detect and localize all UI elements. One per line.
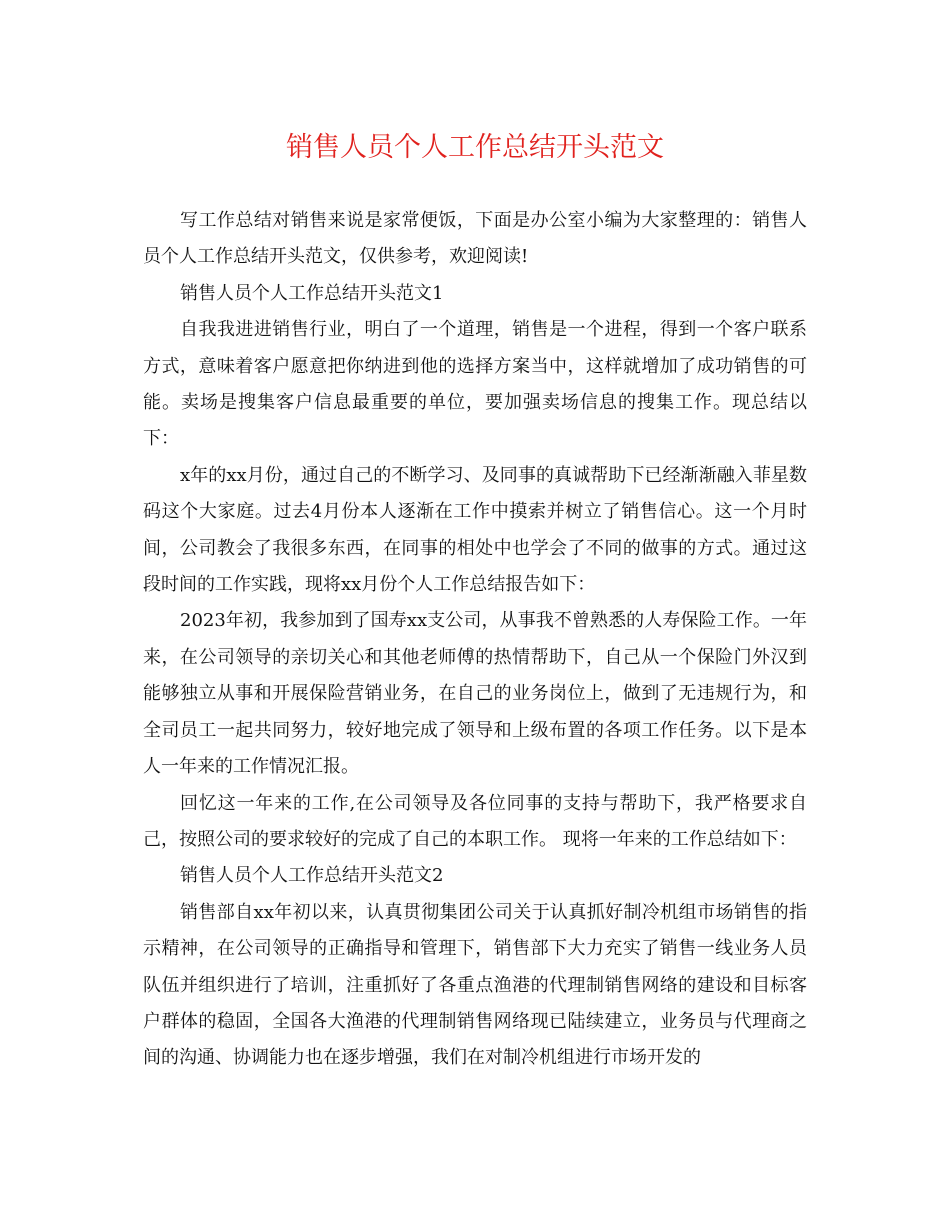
body-paragraph: 自我我进进销售行业，明白了一个道理，销售是一个进程，得到一个客户联系方式，意味着客户愿意把你纳进到他的选择方案当中，这样就增加了成功销售的可能。卖场是搜集客户信息最重要的单位，要加强卖场信息的搜集工作。现总结以下： xyxy=(143,319,807,450)
body-paragraph: x年的xx月份，通过自己的不断学习、及同事的真诚帮助下已经渐渐融入菲星数码这个大家庭。过去4月份本人逐渐在工作中摸索并树立了销售信心。这一个月时间，公司教会了我很多东西，在同事的相处中也学会了不同的做事的方式。通过这段时间的工作实践，现将xx月份个人工作总结报告如下： xyxy=(143,464,807,596)
body-paragraph: 2023年初，我参加到了国寿xx支公司，从事我不曾熟悉的人寿保险工作。一年来，在公司领导的亲切关心和其他老师傅的热情帮助下，自己从一个保险门外汉到能够独立从事和开展保险营销业务，在自己的业务岗位上，做到了无违规行为，和全司员工一起共同努力，较好地完成了领导和上级布置的各项工作任务。以下是本人一年来的工作情况汇报。 xyxy=(143,610,807,778)
document-title: 销售人员个人工作总结开头范文 xyxy=(286,132,664,163)
intro-paragraph: 写工作总结对销售来说是家常便饭，下面是办公室小编为大家整理的：销售人员个人工作总结开头范文，仅供参考，欢迎阅读! xyxy=(143,210,807,268)
body-paragraph: 回忆这一年来的工作,在公司领导及各位同事的支持与帮助下，我严格要求自己，按照公司的要求较好的完成了自己的本职工作。 现将一年来的工作总结如下： xyxy=(143,792,807,850)
section-heading-1: 销售人员个人工作总结开头范文1 xyxy=(180,282,444,304)
document-body xyxy=(143,203,807,1077)
section-heading-2: 销售人员个人工作总结开头范文2 xyxy=(180,865,444,887)
body-paragraph: 销售部自xx年初以来，认真贯彻集团公司关于认真抓好制冷机组市场销售的指示精神，在公司领导的正确指导和管理下，销售部下大力充实了销售一线业务人员队伍并组织进行了培训，注重抓好了各重点渔港的代理制销售网络的建设和目标客户群体的稳固，全国各大渔港的代理制销售网络现已陆续建立，业务员与代理商之间的沟通、协调能力也在逐步增强，我们在对制冷机组进行市场开发的 xyxy=(143,901,807,1069)
